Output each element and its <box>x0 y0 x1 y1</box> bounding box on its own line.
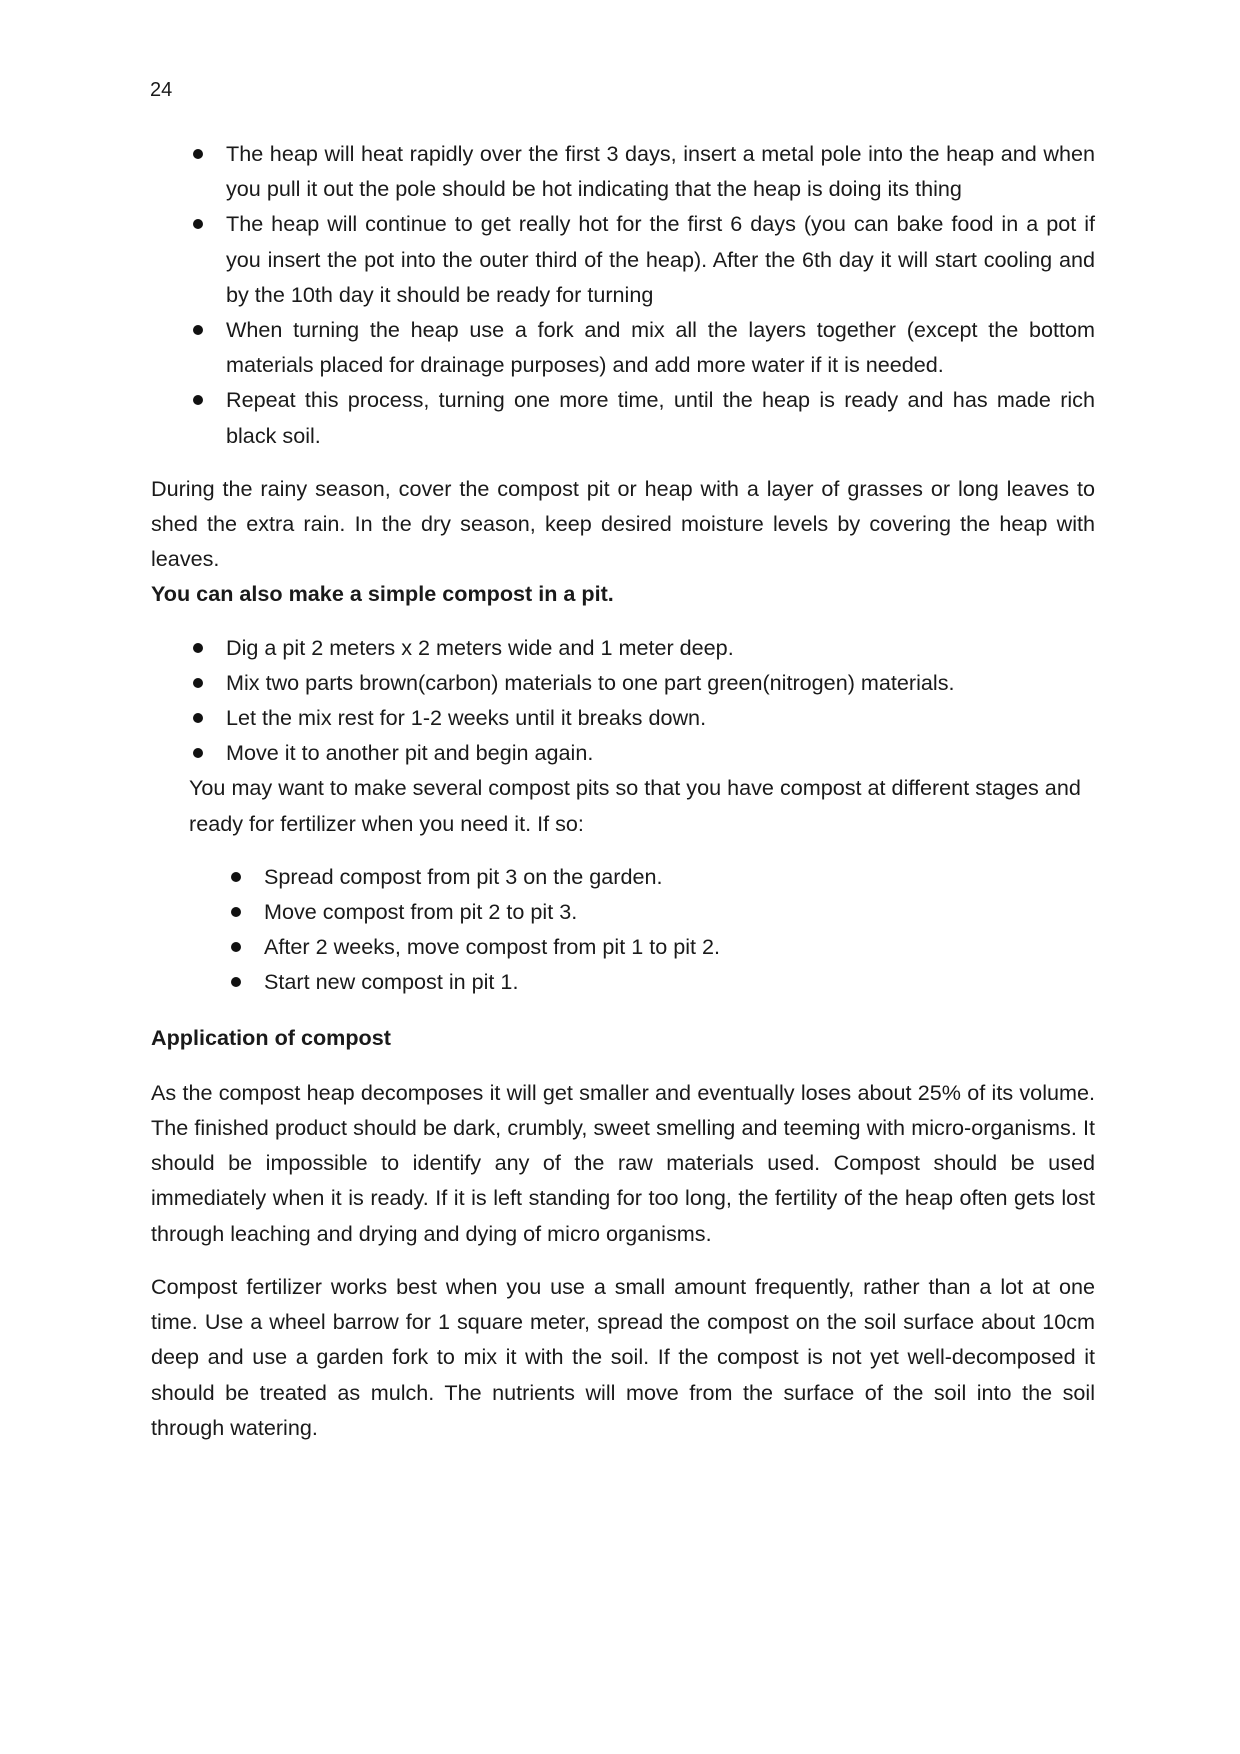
list-item <box>151 136 1095 206</box>
list-item <box>151 665 1095 700</box>
list-item-text: Move compost from pit 2 to pit 3. <box>264 899 578 925</box>
bullet-icon <box>193 678 203 688</box>
list-item-text: Dig a pit 2 meters x 2 meters wide and 1 meter deep. <box>226 634 734 660</box>
bullet-icon <box>231 872 241 882</box>
bullet-icon <box>193 219 203 229</box>
list-item-text: Move it to another pit and begin again. <box>226 740 594 766</box>
bullet-icon <box>231 942 241 952</box>
list-item <box>151 312 1095 382</box>
list-item-text: The heap will heat rapidly over the first 3 days, insert a metal pole into the heap and when you pull it out the pole should be hot indicating that the heap is doing its thing <box>226 141 1095 202</box>
list-item-text: Let the mix rest for 1-2 weeks until it breaks down. <box>226 705 707 731</box>
bullet-icon <box>231 977 241 987</box>
pit-steps-list <box>151 630 1095 771</box>
list-item <box>151 894 1095 929</box>
bullet-icon <box>193 748 203 758</box>
list-item-text: Spread compost from pit 3 on the garden. <box>264 863 663 889</box>
page-number: 24 <box>150 79 173 101</box>
page-body <box>151 141 1095 1445</box>
list-item <box>151 630 1095 665</box>
bullet-icon <box>231 907 241 917</box>
list-item-text: Repeat this process, turning one more time, until the heap is ready and has made rich black soil. <box>226 387 1095 448</box>
list-item-text: After 2 weeks, move compost from pit 1 to pit 2. <box>264 934 721 960</box>
list-item <box>151 929 1095 964</box>
heap-steps-list <box>151 136 1095 453</box>
list-item-text: When turning the heap use a fork and mix all the layers together (except the bottom materials placed for drainage purposes) and add more water if it is needed. <box>226 317 1095 378</box>
application-paragraph-2: Compost fertilizer works best when you use a small amount frequently, rather than a lot at one time. Use a wheel barrow for 1 square meter, spread the compost on the soil surface about 10cm deep and use a garden fork to mix it with the soil. If the compost is not yet well-decomposed it should be treated as mulch. The nutrients will move from the surface of the soil into the soil through watering. <box>151 1273 1095 1440</box>
bullet-icon <box>193 643 203 653</box>
list-item <box>151 859 1095 894</box>
list-item <box>151 964 1095 999</box>
pit-heading: You can also make a simple compost in a pit. <box>151 581 614 607</box>
list-item <box>151 700 1095 735</box>
multi-pit-steps-list <box>151 859 1095 1000</box>
bullet-icon <box>193 325 203 335</box>
list-item <box>151 206 1095 312</box>
list-item-text: Start new compost in pit 1. <box>264 969 519 995</box>
bullet-icon <box>193 713 203 723</box>
multi-pit-paragraph: You may want to make several compost pits so that you have compost at different stages and ready for fertilizer when you need it. If so: <box>189 775 1081 836</box>
list-item-text: Mix two parts brown(carbon) materials to one part green(nitrogen) materials. <box>226 669 955 695</box>
list-item <box>151 382 1095 452</box>
bullet-icon <box>193 149 203 159</box>
bullet-icon <box>193 395 203 405</box>
seasons-paragraph: During the rainy season, cover the compost pit or heap with a layer of grasses or long leaves to shed the extra rain. In the dry season, keep desired moisture levels by covering the heap with leaves. <box>151 475 1095 572</box>
list-item-text: The heap will continue to get really hot for the first 6 days (you can bake food in a pot if you insert the pot into the outer third of the heap). After the 6th day it will start cooling and by the 10th day it should be ready for turning <box>226 211 1095 307</box>
application-heading: Application of compost <box>151 1024 391 1050</box>
application-paragraph-1: As the compost heap decomposes it will get smaller and eventually loses about 25% of its volume. The finished product should be dark, crumbly, sweet smelling and teeming with micro-organisms. It should be impossible to identify any of the raw materials used. Compost should be used immediately when it is ready. If it is left standing for too long, the fertility of the heap often gets lost through leaching and drying and dying of micro organisms. <box>151 1079 1095 1246</box>
list-item <box>151 735 1095 770</box>
